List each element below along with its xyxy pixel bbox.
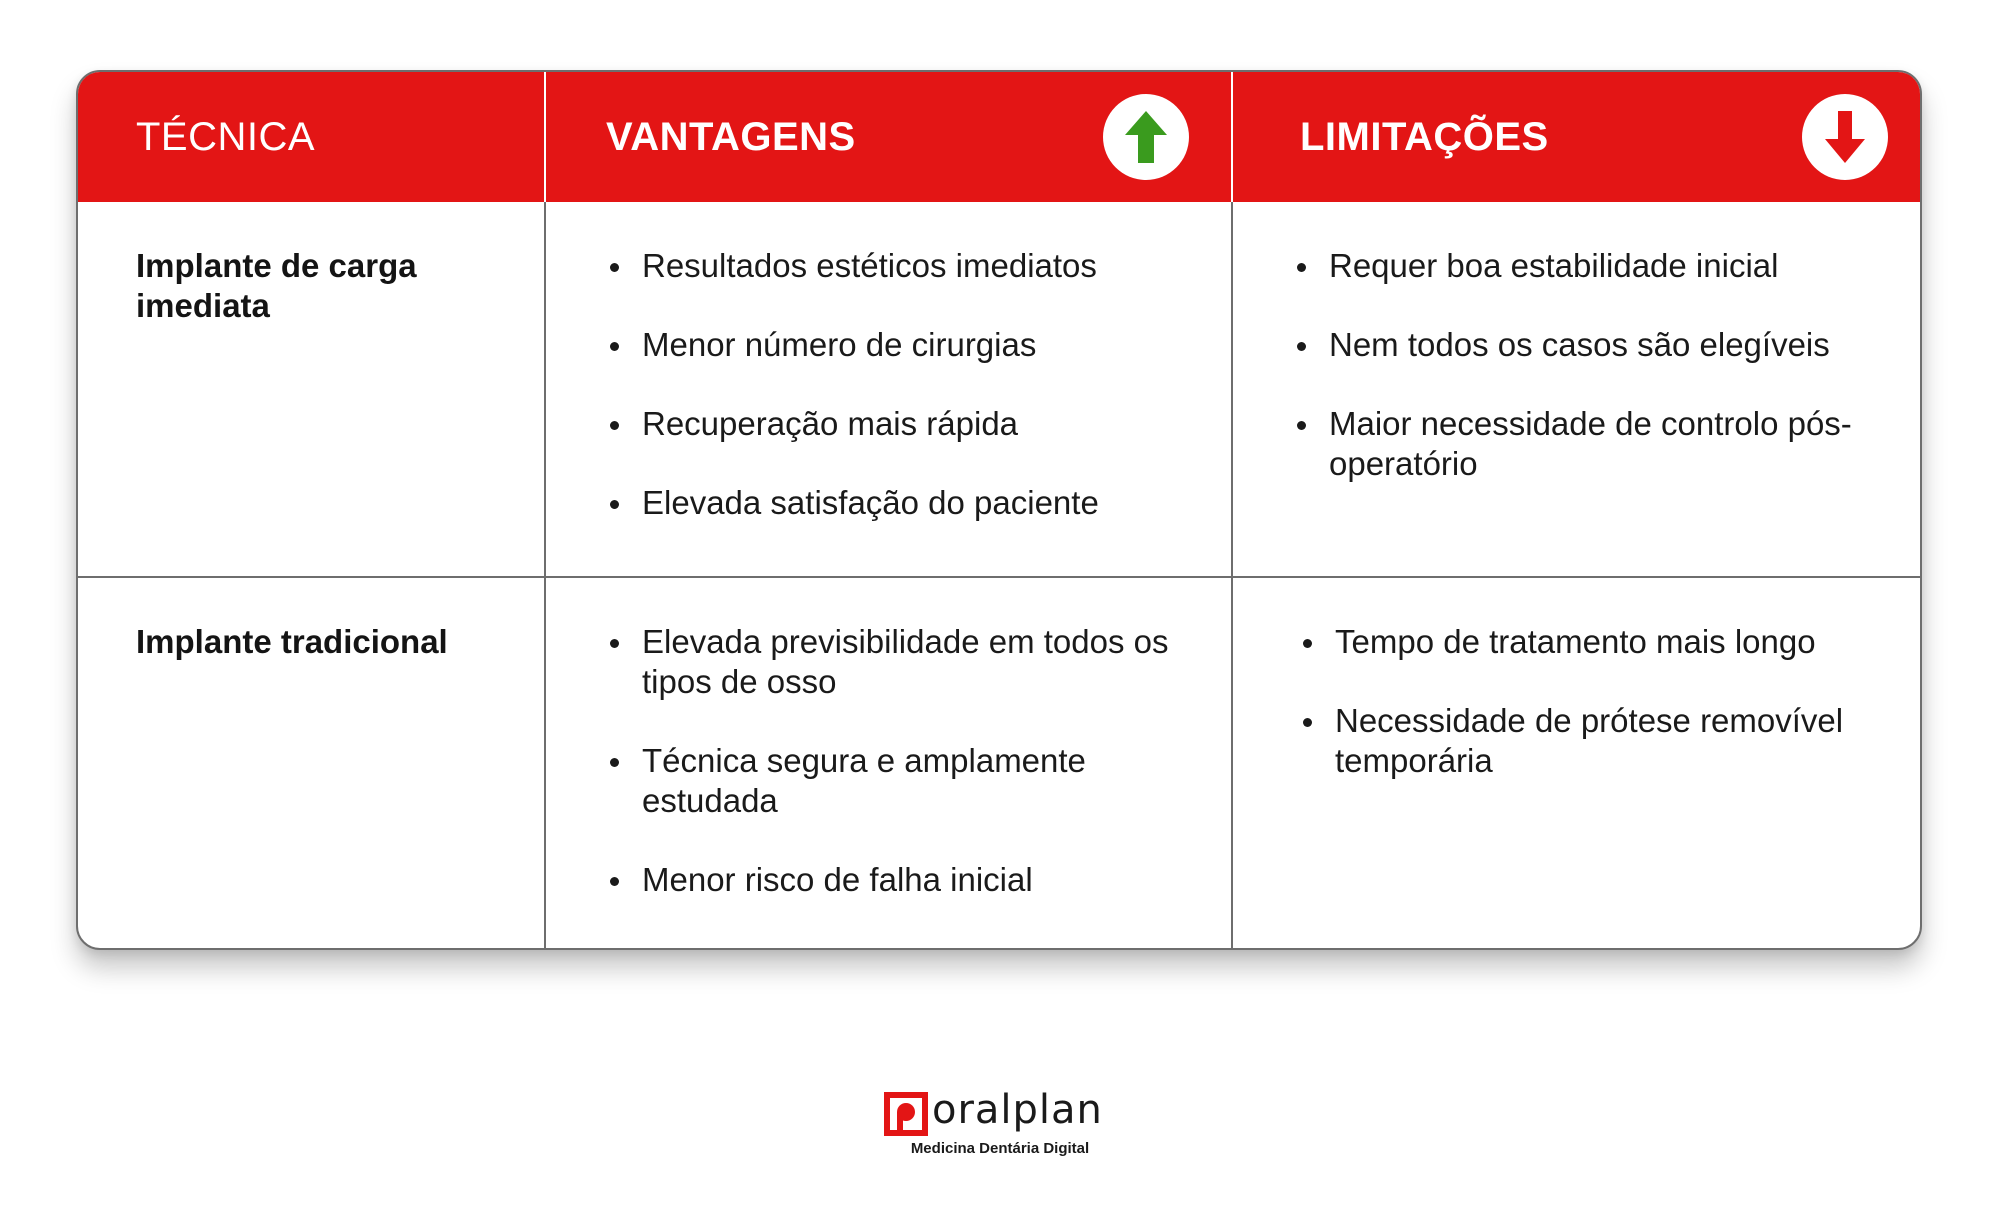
technique-cell (78, 578, 544, 950)
technique-cell (78, 202, 544, 576)
limitations-list (1293, 246, 1894, 484)
list-item: Maior necessidade de controlo pós-operatório (1293, 404, 1894, 484)
list-item: Menor risco de falha inicial (606, 860, 1201, 900)
header-advantages-label: VANTAGENS (606, 114, 856, 159)
table-row (78, 578, 1920, 950)
list-item: Menor número de cirurgias (606, 325, 1201, 365)
header-technique (78, 72, 544, 202)
list-item: Elevada previsibilidade em todos os tipos de osso (606, 622, 1201, 702)
header-limitations-label: LIMITAÇÕES (1300, 114, 1549, 159)
advantages-list (606, 246, 1201, 523)
list-item: Requer boa estabilidade inicial (1293, 246, 1894, 286)
list-item: Técnica segura e amplamente estudada (606, 741, 1201, 821)
list-item: Tempo de tratamento mais longo (1299, 622, 1894, 662)
list-item: Elevada satisfação do paciente (606, 483, 1201, 523)
technique-name: Implante tradicional (136, 623, 448, 660)
oralplan-logo (884, 1087, 1116, 1162)
arrow-up-icon (1103, 94, 1189, 180)
list-item: Recuperação mais rápida (606, 404, 1201, 444)
advantages-cell (544, 202, 1231, 576)
technique-name: Implante de carga imediata (136, 247, 417, 324)
logo-wordmark: oralplan (932, 1087, 1103, 1133)
limitations-cell (1231, 202, 1922, 576)
advantages-list (606, 622, 1201, 900)
logo-tagline: Medicina Dentária Digital (910, 1140, 1090, 1157)
limitations-list (1299, 622, 1894, 781)
list-item: Nem todos os casos são elegíveis (1293, 325, 1894, 365)
header-technique-label: TÉCNICA (136, 114, 316, 159)
table-header-row (78, 72, 1920, 202)
comparison-table (76, 70, 1922, 950)
logo-mark-icon (884, 1092, 928, 1136)
list-item: Resultados estéticos imediatos (606, 246, 1201, 286)
advantages-cell (544, 578, 1231, 950)
table-row (78, 202, 1920, 578)
header-limitations (1231, 72, 1922, 202)
header-advantages (544, 72, 1231, 202)
arrow-down-icon (1802, 94, 1888, 180)
limitations-cell (1231, 578, 1922, 950)
list-item: Necessidade de prótese removível temporária (1299, 701, 1894, 781)
